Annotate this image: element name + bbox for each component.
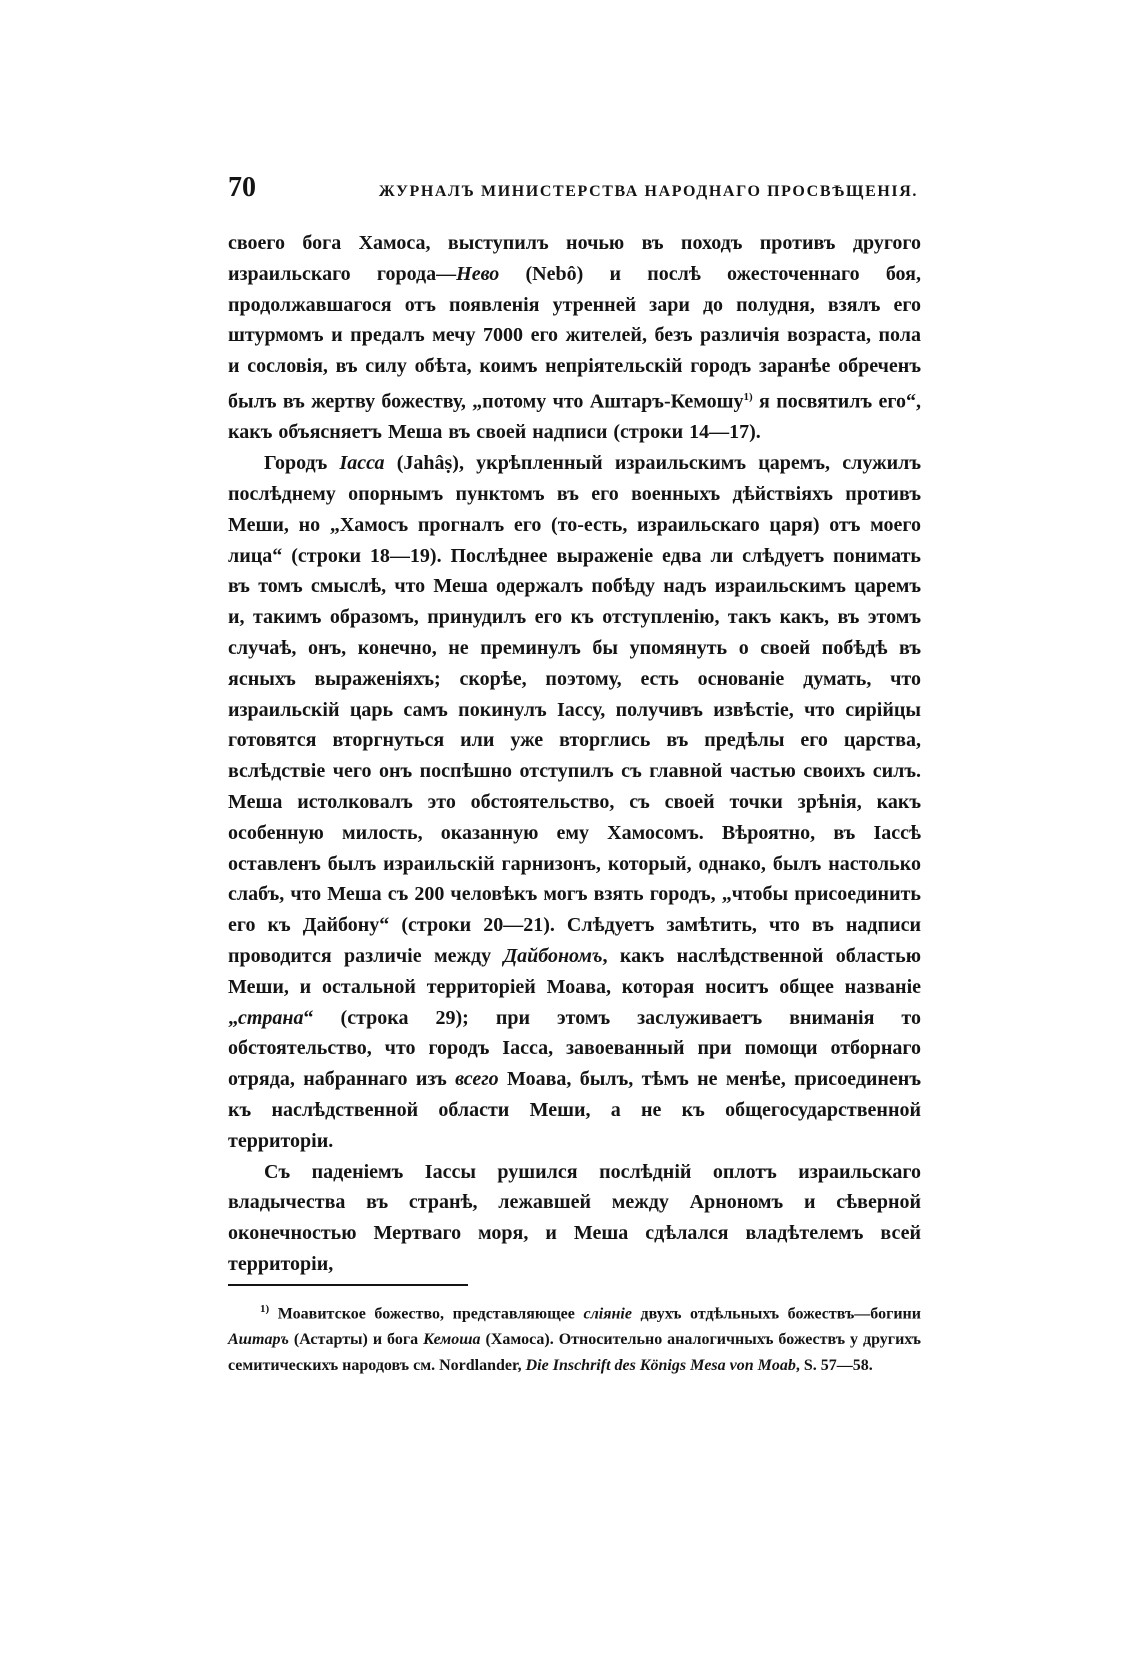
page-number: 70 <box>228 172 256 203</box>
footnote-part-5: , S. 57—58. <box>795 1357 873 1375</box>
term-daibonom: Дайбономъ <box>503 944 603 967</box>
footnote-part-3: (Астарты) и бога <box>288 1331 424 1349</box>
paragraph-3: Съ паденіемъ Іассы рушился послѣдній оплотъ израильскаго владычества въ странѣ, лежавшей между Арнономъ и сѣверной оконечностью Мертваго моря, и Меша сдѣлался владѣтелемъ всей территоріи, <box>228 1160 921 1275</box>
paragraph-2-part-4: “ (строка 29); при этомъ заслуживаетъ вниманія то обстоятельство, что городъ Іасса, завоеванный при помощи отборнаго отряда, набраннаго изъ <box>228 1006 921 1091</box>
paragraph-2-part-2: (Jahâṣ), укрѣпленный израильскимъ царемъ, служилъ послѣднему опорнымъ пунктомъ въ его военныхъ дѣйствіяхъ противъ Меши, но „Хамосъ прогналъ его (то-есть, израильскаго царя) отъ моего лица“ (строки 18—19). Послѣднее выраженіе едва ли слѣдуетъ понимать въ томъ смыслѣ, что Меша одержалъ побѣду надъ израильскимъ царемъ и, такимъ образомъ, принудилъ его къ отступленію, такъ какъ, въ этомъ случаѣ, онъ, конечно, не преминулъ бы упомянуть о своей побѣдѣ въ ясныхъ выраженіяхъ; скорѣе, поэтому, есть основаніе думать, что израильскій царь самъ покинулъ Іассу, получивъ извѣстіе, что сирійцы готовятся вторгнуться или уже вторглись въ предѣлы его царства, вслѣдствіе чего онъ поспѣшно отступилъ съ главной частью своихъ силъ. Меша истолковалъ это обстоятельство, съ своей точки зрѣнія, какъ особенную милость, оказанную ему Хамосомъ. Вѣроятно, въ Іассѣ оставленъ былъ израильскій гарнизонъ, который, однако, былъ настолько слабъ, что Меша съ 200 человѣкъ могъ взять городъ, „чтобы присоединить его къ Дайбону“ (строки 20—21). Слѣдуетъ замѣтить, что въ надписи проводится различіе между <box>228 452 921 967</box>
paragraph-1 <box>228 228 921 448</box>
footnote <box>228 1296 921 1379</box>
footnote-term-kemosha: Кемоша <box>423 1331 481 1349</box>
footnote-text <box>228 1296 921 1379</box>
main-text <box>228 228 921 1280</box>
paragraph-2-part-5: Моава, былъ, тѣмъ не менѣе, присоединенъ къ наслѣдственной области Меши, а не къ общегосударственной территоріи. <box>228 1068 921 1152</box>
page-header <box>228 172 918 204</box>
footnote-part-1: Моавитское божество, представляющее <box>269 1305 584 1323</box>
paragraph-2 <box>228 448 921 1156</box>
footnote-divider <box>228 1284 468 1286</box>
running-title: ЖУРНАЛЪ МИНИСТЕРСТВА НАРОДНАГО ПРОСВѢЩЕНІЯ. <box>378 183 918 200</box>
footnote-work-title: Die Inschrift des Königs Mesa von Moab <box>525 1357 796 1375</box>
footnote-part-2: двухъ отдѣльныхъ божествъ—богини <box>631 1305 921 1323</box>
paragraph-1-part-1: своего бога Хамоса, выступилъ ночью въ походъ противъ другого израильскаго города— <box>228 232 921 285</box>
footnote-reference: 1) <box>743 390 753 403</box>
footnote-part-4: (Хамоса). Относительно аналогичныхъ божествъ у другихъ семитическихъ народовъ см. Nordlander, <box>228 1331 922 1375</box>
term-vsego: всего <box>455 1068 499 1091</box>
footnote-term-ashtar: Аштаръ <box>228 1331 289 1349</box>
city-iassa: Іасса <box>339 452 385 475</box>
term-strana: страна <box>238 1006 304 1029</box>
footnote-mark: 1) <box>260 1303 270 1315</box>
paragraph-1-part-2: (Nebô) и послѣ ожесточеннаго боя, продолжавшагося отъ появленія утренней зари до полудня, взялъ его штурмомъ и предалъ мечу 7000 его жителей, безъ различія возраста, пола и сословія, въ силу обѣта, коимъ непріятельскій городъ заранѣе обреченъ былъ въ жертву божеству, „потому что Аштаръ-Кемошу <box>228 262 922 413</box>
paragraph-1-part-3: я посвятилъ его“, какъ объясняетъ Меша въ своей надписи (строки 14—17). <box>228 390 921 444</box>
paragraph-2-part-3: , какъ наслѣдственной областью Меши, и остальной территоріей Моава, которая носитъ общее названіе „ <box>228 944 921 1029</box>
footnote-term-sliyanie: сліяніе <box>583 1305 632 1323</box>
paragraph-2-part-1: Городъ <box>264 452 340 475</box>
city-nevo: Нево <box>456 262 500 285</box>
